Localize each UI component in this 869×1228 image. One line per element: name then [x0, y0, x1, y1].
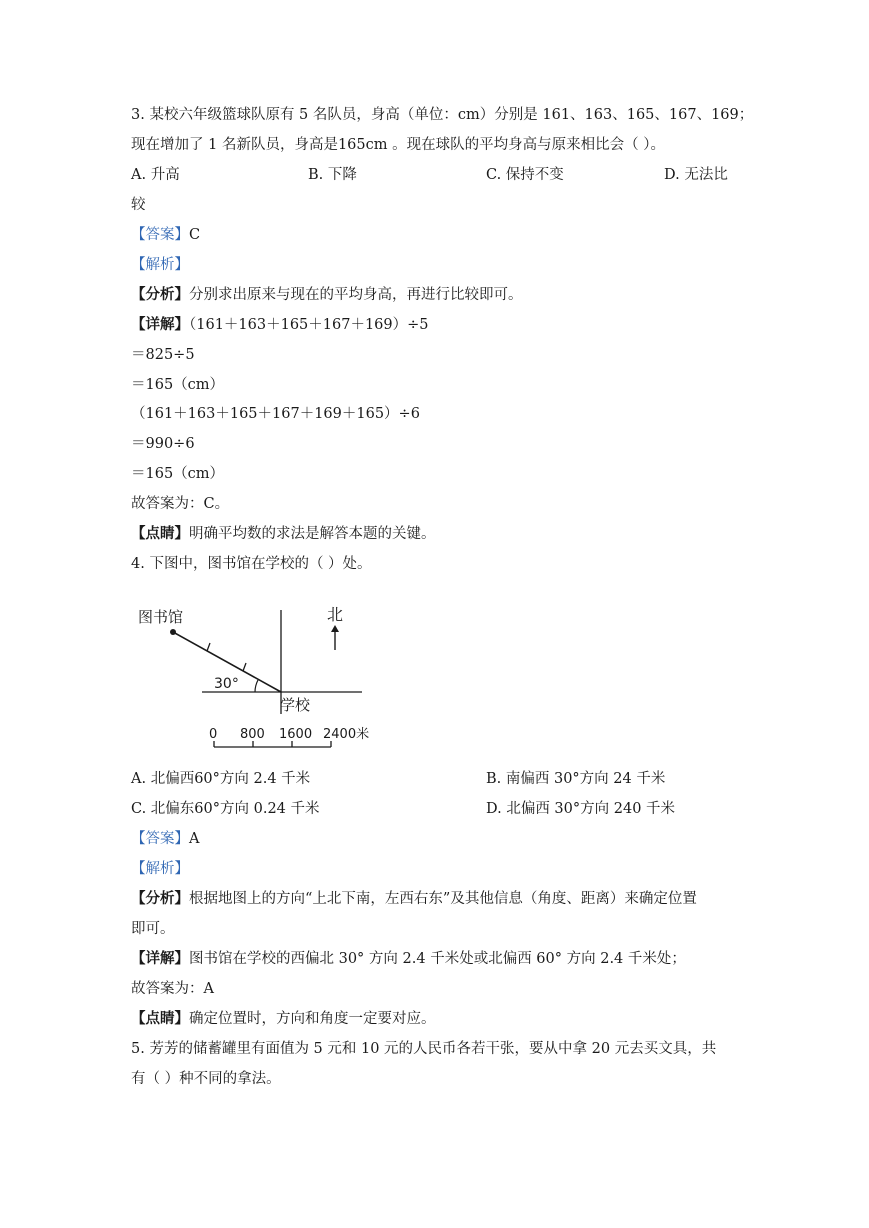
q4-fenxi: [131, 889, 697, 909]
answer-value: C: [189, 227, 201, 243]
q4-option-c: C. 北偏东60°方向 0.24 千米: [131, 801, 320, 817]
dianjing-tag: 【点睛】: [131, 1010, 189, 1027]
q4-option-d: D. 北偏西 30°方向 240 千米: [486, 801, 676, 817]
q4-fenxi-line2: 即可。: [131, 921, 175, 937]
q4-answer: [131, 829, 199, 849]
q3-conclusion: 故答案为：C。: [131, 496, 230, 512]
north-label: 北: [327, 605, 344, 624]
q4-option-b: B. 南偏西 30°方向 24 千米: [486, 771, 666, 787]
q5-stem-line1: 5. 芳芳的储蓄罐里有面值为 5 元和 10 元的人民币各若干张，要从中拿 20 元去买文具，共: [131, 1041, 717, 1057]
fenxi-tag: 【分析】: [131, 890, 189, 907]
q3-option-b: B. 下降: [308, 167, 357, 183]
scale-tick-label: 800: [240, 727, 265, 742]
q4-dianjing: [131, 1009, 436, 1029]
angle-arc: [255, 680, 258, 692]
dianjing-text: 明确平均数的求法是解答本题的关键。: [189, 526, 436, 542]
answer-tag: 【答案】: [131, 831, 189, 847]
calc-step: （161＋163＋165＋167＋169＋165）÷6: [131, 406, 420, 422]
dianjing-text: 确定位置时，方向和角度一定要对应。: [189, 1011, 436, 1027]
q3-stem-line2: 现在增加了 1 名新队员，身高是165cm 。现在球队的平均身高与原来相比会（ ）。: [131, 137, 665, 153]
q3-dianjing: [131, 524, 436, 544]
scale-tick-label: 1600: [279, 727, 313, 742]
xiangjie-tag: 【详解】: [131, 950, 189, 967]
scale-tick-label: 2400米: [323, 727, 370, 742]
q4-conclusion: 故答案为：A: [131, 981, 214, 997]
calc-step: ＝825÷5: [131, 347, 195, 363]
q3-stem-line1: 3. 某校六年级篮球队原有 5 名队员，身高（单位：cm）分别是 161、163、165、167、169；: [131, 107, 754, 123]
calc-step: ＝165（cm）: [131, 377, 225, 393]
school-label: 学校: [280, 696, 311, 714]
fenxi-tag: 【分析】: [131, 286, 189, 303]
q3-option-c: C. 保持不变: [486, 167, 564, 183]
answer-value: A: [189, 831, 200, 847]
q3-option-d-wrap: 较: [131, 197, 146, 213]
library-label: 图书馆: [138, 608, 184, 626]
xiangjie-tag: 【详解】: [131, 316, 189, 333]
q3-option-a: A. 升高: [131, 167, 180, 183]
q4-stem: 4. 下图中，图书馆在学校的（ ）处。: [131, 556, 372, 572]
calc-step: （161＋163＋165＋167＋169）÷5: [189, 317, 429, 333]
q3-option-d: D. 无法比: [664, 167, 728, 183]
calc-step: ＝990÷6: [131, 436, 195, 452]
calc-step: ＝165（cm）: [131, 466, 225, 482]
fenxi-text: 根据地图上的方向“上北下南，左西右东”及其他信息（角度、距离）来确定位置: [189, 891, 697, 907]
q4-xiangjie: [131, 949, 686, 969]
scale-tick-label: 0: [209, 727, 218, 742]
q3-xiangjie: [131, 315, 429, 335]
q5-stem-line2: 有（ ）种不同的拿法。: [131, 1071, 281, 1087]
dianjing-tag: 【点睛】: [131, 525, 189, 542]
q3-fenxi: [131, 285, 523, 305]
distance-tick: [207, 643, 210, 651]
angle-label: 30°: [214, 676, 239, 692]
north-arrowhead-icon: [331, 625, 339, 632]
q4-analysis-tag: 【解析】: [131, 861, 189, 877]
q3-answer: [131, 225, 200, 245]
fenxi-text: 分别求出原来与现在的平均身高，再进行比较即可。: [189, 287, 523, 303]
answer-tag: 【答案】: [131, 227, 189, 243]
q4-option-a: A. 北偏西60°方向 2.4 千米: [131, 771, 311, 787]
direction-map-figure: [130, 598, 390, 758]
xiangjie-text: 图书馆在学校的西偏北 30° 方向 2.4 千米处或北偏西 60° 方向 2.4 千米处；: [189, 951, 686, 967]
distance-tick: [243, 663, 246, 671]
q3-analysis-tag: 【解析】: [131, 257, 189, 273]
